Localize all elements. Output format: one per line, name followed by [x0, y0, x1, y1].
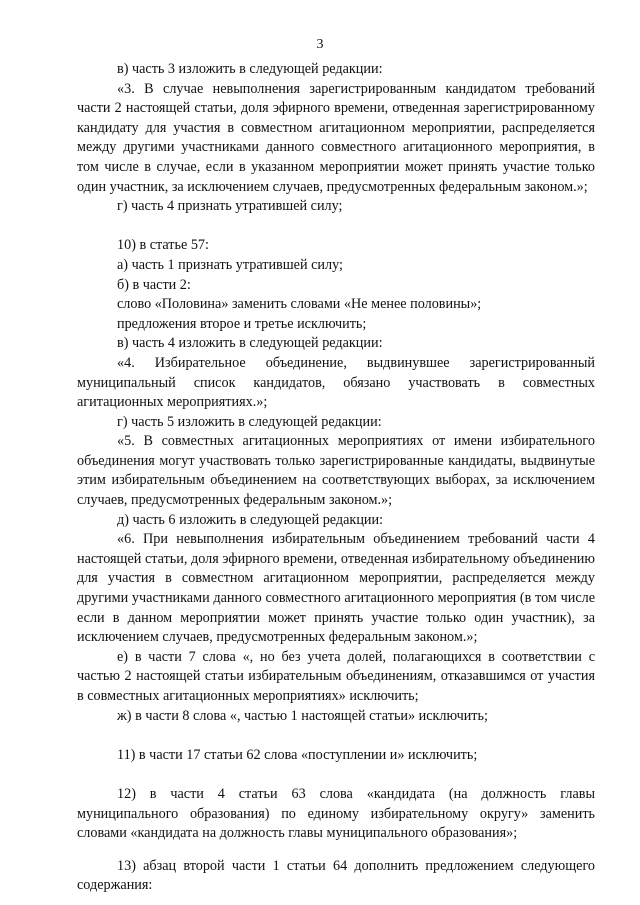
point-11: 11) в части 17 статьи 62 слова «поступлении и» исключить; [117, 746, 478, 763]
paragraph-item-a-part1: а) часть 1 признать утратившей силу; [117, 256, 343, 273]
paragraph-item-g-part4: г) часть 4 признать утратившей силу; [117, 198, 343, 215]
paragraph-item-b-part2: б) в части 2: [117, 276, 191, 293]
point-10-heading: 10) в статье 57: [117, 237, 209, 254]
spacer [77, 217, 595, 237]
page-number: 3 [316, 37, 324, 52]
quoted-part-3-text: «3. В случае невыполнения зарегистрированным кандидатом требований части 2 настоящей статьи, доля эфирного времени, отведенная зарегистрированному кандидату для участия в совместном агитационном мероприятии, распределяется между другими участниками данного совместного агитационного мероприятия, в том числе в случае, если в указанном мероприятии может принять участие только один участник, за исключением случаев, предусмотренных федеральным законом.»; [77, 80, 595, 195]
paragraph-item-d-part6: д) часть 6 изложить в следующей редакции: [117, 511, 384, 528]
paragraph-item-v-part4: в) часть 4 изложить в следующей редакции: [117, 335, 383, 352]
quoted-part-5-text: «5. В совместных агитационных мероприятиях от имени избирательного объединения могут участвовать только зарегистрированные кандидаты, выдвинутые этим избирательным объединением на соответствующих выборах, за исключением случаев, предусмотренных федеральным законом.»; [77, 433, 595, 509]
paragraph-item-zh-part8: ж) в части 8 слова «, частью 1 настоящей статьи» исключить; [117, 707, 488, 724]
paragraph-item-e-part7: е) в части 7 слова «, но без учета долей, полагающихся в соответствии с частью 2 настоящей статьи избирательным объединениям, отказавшимся от участия в совместных агитационных мероприятиях» исключить; [77, 648, 595, 704]
document-body [77, 60, 595, 896]
paragraph-word-replacement: слово «Половина» заменить словами «Не менее половины»; [117, 296, 482, 313]
quoted-part-4-text: «4. Избирательное объединение, выдвинувшее зарегистрированный муниципальный список кандидатов, обязано участвовать в совместных агитационных мероприятиях.»; [77, 354, 595, 411]
paragraph-sentences-excluded: предложения второе и третье исключить; [117, 315, 367, 332]
point-13: 13) абзац второй части 1 статьи 64 дополнить предложением следующего содержания: [77, 857, 595, 894]
quoted-part-6-text: «6. При невыполнения избирательным объединением требований части 4 настоящей статьи, доля эфирного времени, отведенная избирательному объединению для участия в совместном агитационном мероприятии, распределяется между другими участниками данного совместного агитационного мероприятия (в том числе если в данном мероприятии может принять участие только один участник), за исключением случаев, предусмотренных федеральным законом.»; [77, 531, 595, 646]
paragraph-item-g-part5: г) часть 5 изложить в следующей редакции: [117, 413, 382, 430]
point-12: 12) в части 4 статьи 63 слова «кандидата (на должность главы муниципального образования) по единому избирательному округу» заменить словами «кандидата на должность главы муниципального образования»; [77, 785, 595, 842]
spacer [77, 765, 595, 785]
spacer [77, 726, 595, 746]
paragraph-item-v-part3: в) часть 3 изложить в следующей редакции: [117, 61, 383, 77]
spacer [77, 844, 595, 857]
